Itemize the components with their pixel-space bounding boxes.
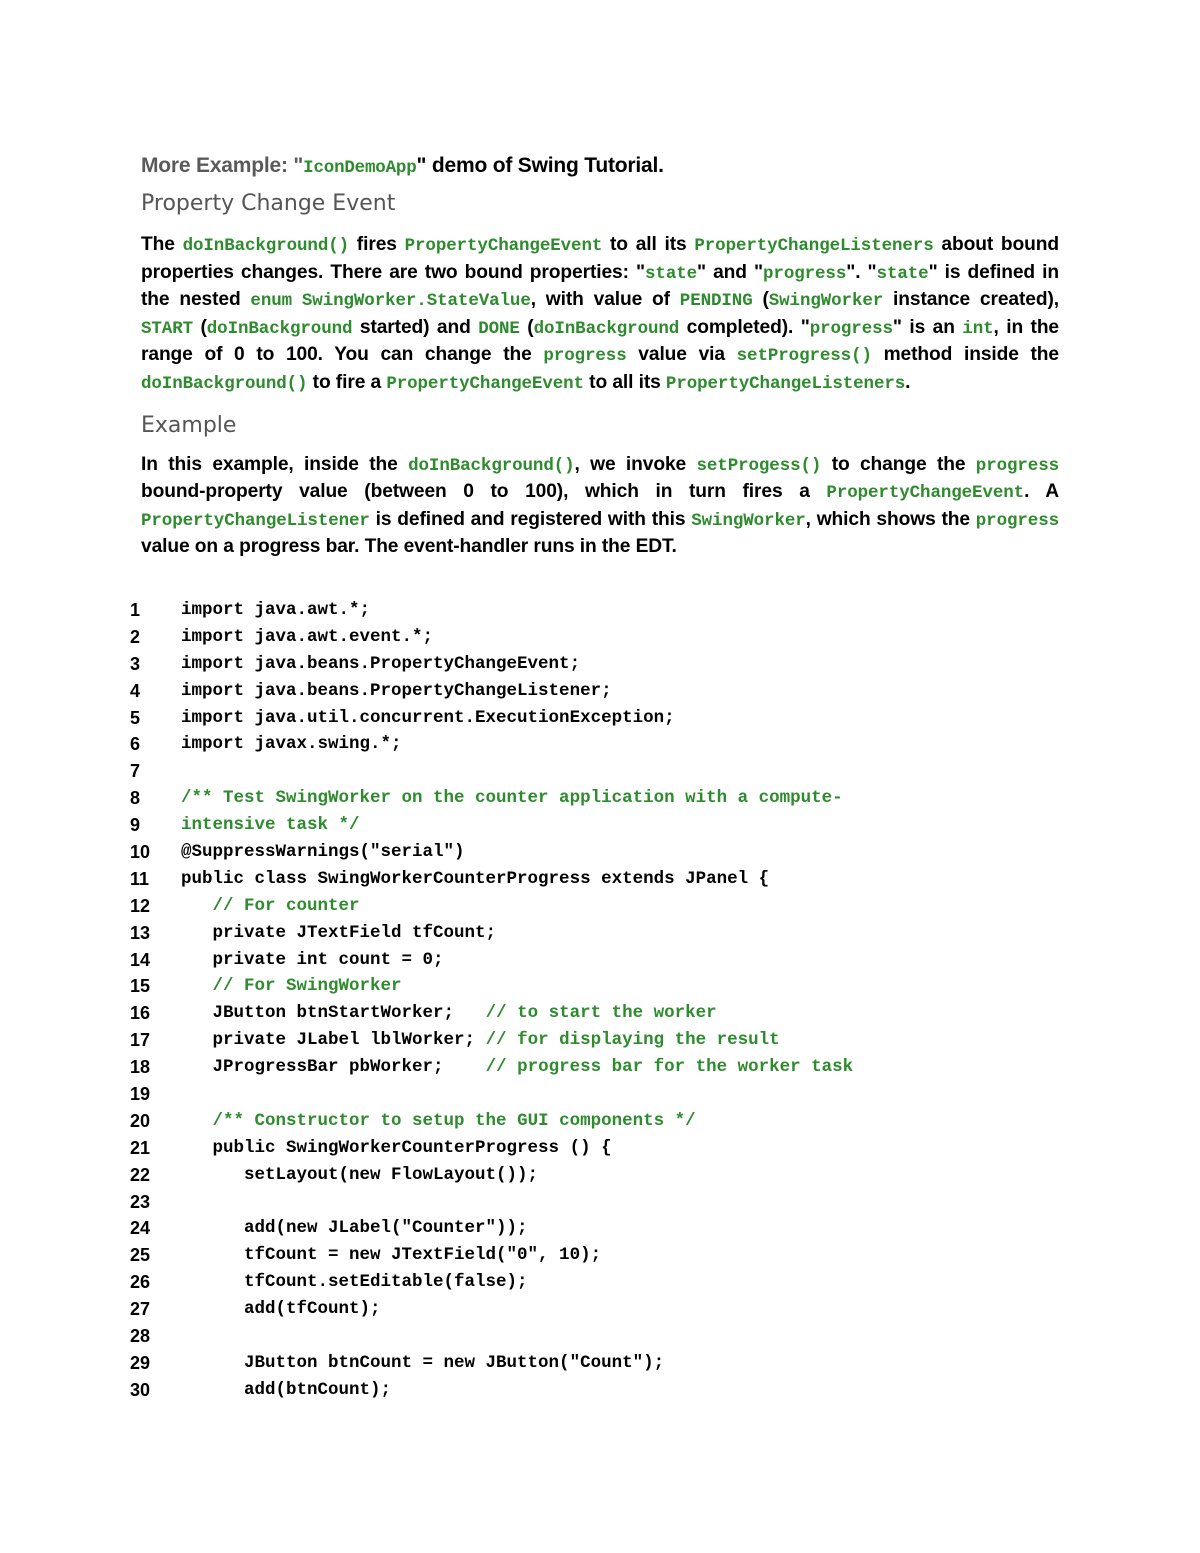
code-statement: private JLabel lblWorker;: [181, 1030, 486, 1051]
code-comment: // for displaying the result: [485, 1030, 780, 1051]
paragraph-text: completed). ": [679, 316, 810, 338]
code-text: [181, 705, 675, 731]
code-line: [130, 947, 1080, 974]
line-number: 27: [130, 1299, 151, 1320]
inline-code: PENDING: [679, 291, 753, 312]
line-number: 15: [130, 976, 151, 997]
code-text: [181, 1377, 391, 1403]
code-text: [181, 866, 769, 892]
code-line: [130, 1323, 1080, 1350]
inline-code: state: [876, 263, 929, 284]
paragraph-example: [141, 452, 1059, 560]
code-statement: @SuppressWarnings("serial"): [181, 842, 465, 863]
line-number: 14: [130, 949, 151, 970]
paragraph-text: to all its: [583, 371, 666, 393]
document-page: [141, 150, 1059, 560]
code-line: [130, 731, 1080, 758]
inline-code: START: [141, 318, 194, 339]
line-number: 23: [130, 1191, 151, 1212]
line-number: 19: [130, 1084, 151, 1105]
code-comment: // to start the worker: [485, 1003, 717, 1024]
code-line: [130, 839, 1080, 866]
paragraph-text: The: [141, 234, 183, 255]
code-statement: import java.beans.PropertyChangeListener;: [181, 680, 612, 701]
code-statement: JButton btnCount = new JButton("Count");: [181, 1352, 665, 1373]
inline-code: PropertyChangeListeners: [694, 236, 934, 256]
inline-code: PropertyChangeListener: [141, 510, 370, 531]
paragraph-text: started) and: [352, 316, 479, 338]
code-statement: private int count = 0;: [181, 949, 444, 970]
inline-code: PropertyChangeEvent: [386, 373, 584, 394]
code-statement: [181, 976, 213, 996]
paragraph-text: about bound properties changes. There are two bound properties: ": [141, 234, 1059, 283]
code-statement: setLayout(new FlowLayout());: [181, 1164, 539, 1185]
paragraph-text: method inside the: [871, 344, 1060, 366]
code-text: [181, 1135, 612, 1161]
code-text: [181, 920, 496, 946]
code-statement: import java.awt.event.*;: [181, 626, 434, 647]
code-text: [181, 624, 433, 650]
code-statement: import javax.swing.*;: [181, 734, 402, 755]
paragraph-property-change: [141, 232, 1059, 398]
code-statement: [181, 896, 213, 916]
heading-prefix: More Example: ": [141, 154, 304, 177]
paragraph-text: . A: [1024, 481, 1059, 503]
line-number: 13: [130, 922, 151, 943]
code-statement: JButton btnStartWorker;: [181, 1003, 486, 1024]
paragraph-text: [292, 289, 302, 310]
paragraph-text: In this example, inside the: [141, 453, 409, 475]
code-line: [130, 705, 1080, 732]
inline-code: doInBackground(): [182, 236, 350, 256]
code-line: [130, 812, 1080, 839]
paragraph-text: , with value of: [530, 289, 680, 311]
paragraph-text: value via: [626, 344, 737, 366]
code-text: [181, 1242, 601, 1268]
paragraph-text: ". ": [846, 261, 877, 283]
code-text: [181, 893, 360, 919]
line-number: 7: [130, 761, 141, 782]
inline-code: progress: [543, 346, 627, 367]
inline-code: PropertyChangeEvent: [404, 236, 603, 256]
line-number: 20: [130, 1110, 151, 1131]
line-number: 22: [130, 1164, 151, 1185]
code-text: [181, 973, 402, 999]
paragraph-text: instance created),: [883, 289, 1059, 311]
code-line: [130, 597, 1080, 624]
code-text: [181, 785, 843, 811]
paragraph-text: (: [519, 316, 534, 338]
code-text: [181, 812, 360, 838]
paragraph-text: is defined and registered with this: [369, 508, 692, 530]
code-line: [130, 866, 1080, 893]
code-text: [181, 947, 444, 973]
code-line: [130, 1162, 1080, 1189]
line-number: 10: [130, 842, 151, 863]
line-number: 9: [130, 815, 141, 836]
code-text: [181, 1162, 538, 1188]
code-line: [130, 1215, 1080, 1242]
code-statement: import java.util.concurrent.ExecutionException;: [181, 707, 675, 728]
inline-code: progress: [809, 318, 893, 339]
code-line: [130, 1377, 1080, 1404]
inline-code: int: [962, 318, 994, 339]
paragraph-text: , which shows the: [805, 508, 976, 530]
code-comment: // For counter: [212, 895, 360, 916]
code-line: [130, 1242, 1080, 1269]
code-text: [181, 1027, 780, 1053]
code-line: [130, 920, 1080, 947]
code-line: [130, 1296, 1080, 1323]
code-text: [181, 597, 370, 623]
code-text: [181, 1269, 528, 1295]
line-number: 26: [130, 1272, 151, 1293]
paragraph-text: , we invoke: [574, 453, 697, 475]
paragraph-text: " is an: [892, 316, 963, 338]
code-text: [181, 1296, 381, 1322]
code-line: [130, 624, 1080, 651]
paragraph-text: (: [193, 316, 207, 338]
code-statement: import java.awt.*;: [181, 600, 371, 620]
code-line: [130, 651, 1080, 678]
paragraph-text: , in the range of 0 to 100. You can change the: [141, 316, 1060, 366]
paragraph-text: bound-property value (between 0 to 100), which in turn fires a: [141, 481, 827, 503]
code-line: [130, 1054, 1080, 1081]
heading-suffix: " demo of Swing Tutorial.: [416, 154, 664, 177]
line-number: 17: [130, 1030, 151, 1051]
code-text: [181, 731, 402, 757]
inline-code: doInBackground: [206, 318, 353, 339]
code-comment: intensive task */: [181, 815, 360, 836]
code-line: [130, 1000, 1080, 1027]
inline-code: enum: [250, 291, 293, 312]
paragraph-text: " and ": [697, 261, 764, 283]
code-text: [181, 839, 465, 865]
section-title-example: Example: [141, 412, 237, 438]
code-line: [130, 1135, 1080, 1162]
code-line: [130, 973, 1080, 1000]
code-statement: import java.beans.PropertyChangeEvent;: [181, 653, 581, 674]
line-number: 28: [130, 1326, 151, 1347]
code-statement: [181, 1111, 213, 1131]
code-line: [130, 785, 1080, 812]
code-statement: public SwingWorkerCounterProgress () {: [181, 1137, 612, 1158]
code-comment: /** Test SwingWorker on the counter application with a compute-: [181, 788, 843, 809]
inline-code: PropertyChangeEvent: [826, 483, 1025, 504]
line-number: 2: [130, 626, 141, 647]
code-text: [181, 651, 580, 677]
line-number: 21: [130, 1137, 151, 1158]
inline-code: setProgess(): [696, 455, 822, 476]
paragraph-text: value on a progress bar. The event-handler runs in the EDT.: [141, 536, 677, 558]
paragraph-text: to fire a: [307, 371, 387, 393]
code-statement: add(btnCount);: [181, 1379, 392, 1400]
more-example-heading: [141, 150, 1059, 182]
code-statement: private JTextField tfCount;: [181, 922, 497, 943]
line-number: 3: [130, 653, 141, 674]
line-number: 29: [130, 1352, 151, 1373]
line-number: 6: [130, 734, 141, 755]
line-number: 5: [130, 707, 141, 728]
inline-code: SwingWorker: [691, 510, 806, 531]
code-line: [130, 678, 1080, 705]
line-number: 18: [130, 1057, 151, 1078]
code-line: [130, 1108, 1080, 1135]
code-comment: // For SwingWorker: [212, 976, 402, 997]
inline-code: setProgress(): [736, 346, 872, 367]
paragraph-text: " is defined in the nested: [141, 261, 1059, 311]
paragraph-text: .: [905, 371, 911, 393]
code-line: [130, 1350, 1080, 1377]
code-line: [130, 758, 1080, 785]
code-statement: tfCount.setEditable(false);: [181, 1272, 528, 1293]
code-comment: /** Constructor to setup the GUI components */: [212, 1110, 696, 1131]
inline-code: doInBackground(): [141, 373, 308, 394]
inline-code: doInBackground(): [408, 455, 575, 476]
code-line: [130, 1027, 1080, 1054]
code-text: [181, 1350, 664, 1376]
section-title-property-change-event: Property Change Event: [141, 191, 396, 216]
code-text: [181, 1054, 853, 1080]
code-line: [130, 1269, 1080, 1296]
paragraph-text: to all its: [602, 234, 695, 255]
inline-code: DONE: [478, 318, 520, 339]
code-statement: public class SwingWorkerCounterProgress extends JPanel {: [181, 868, 770, 889]
line-number: 8: [130, 788, 141, 809]
line-number: 16: [130, 1003, 151, 1024]
paragraph-text: to change the: [821, 453, 976, 475]
code-line: [130, 1189, 1080, 1216]
code-comment: // progress bar for the worker task: [485, 1057, 854, 1078]
heading-code: IconDemoApp: [303, 158, 417, 178]
paragraph-text: fires: [349, 234, 405, 255]
code-statement: JProgressBar pbWorker;: [181, 1057, 486, 1078]
paragraph-text: (: [752, 289, 769, 311]
code-text: [181, 1215, 528, 1241]
line-number: 30: [130, 1379, 151, 1400]
code-statement: tfCount = new JTextField("0", 10);: [181, 1245, 602, 1266]
inline-code: doInBackground: [533, 318, 680, 339]
inline-code: SwingWorker: [768, 291, 884, 312]
inline-code: PropertyChangeListeners: [665, 373, 906, 394]
line-number: 1: [130, 600, 141, 620]
code-statement: add(new JLabel("Counter"));: [181, 1218, 528, 1239]
inline-code: progress: [763, 263, 847, 284]
code-text: [181, 1000, 717, 1026]
code-line: [130, 1081, 1080, 1108]
code-line: [130, 893, 1080, 920]
code-text: [181, 1108, 696, 1134]
line-number: 11: [130, 868, 150, 889]
code-text: [181, 678, 612, 704]
inline-code: progress: [975, 510, 1059, 531]
line-number: 25: [130, 1245, 151, 1266]
inline-code: SwingWorker.StateValue: [301, 291, 531, 312]
line-number: 4: [130, 680, 141, 701]
line-number: 12: [130, 895, 151, 916]
line-number: 24: [130, 1218, 151, 1239]
code-listing: [130, 597, 1080, 1404]
inline-code: progress: [975, 455, 1060, 476]
code-statement: add(tfCount);: [181, 1299, 381, 1320]
inline-code: state: [645, 263, 698, 284]
